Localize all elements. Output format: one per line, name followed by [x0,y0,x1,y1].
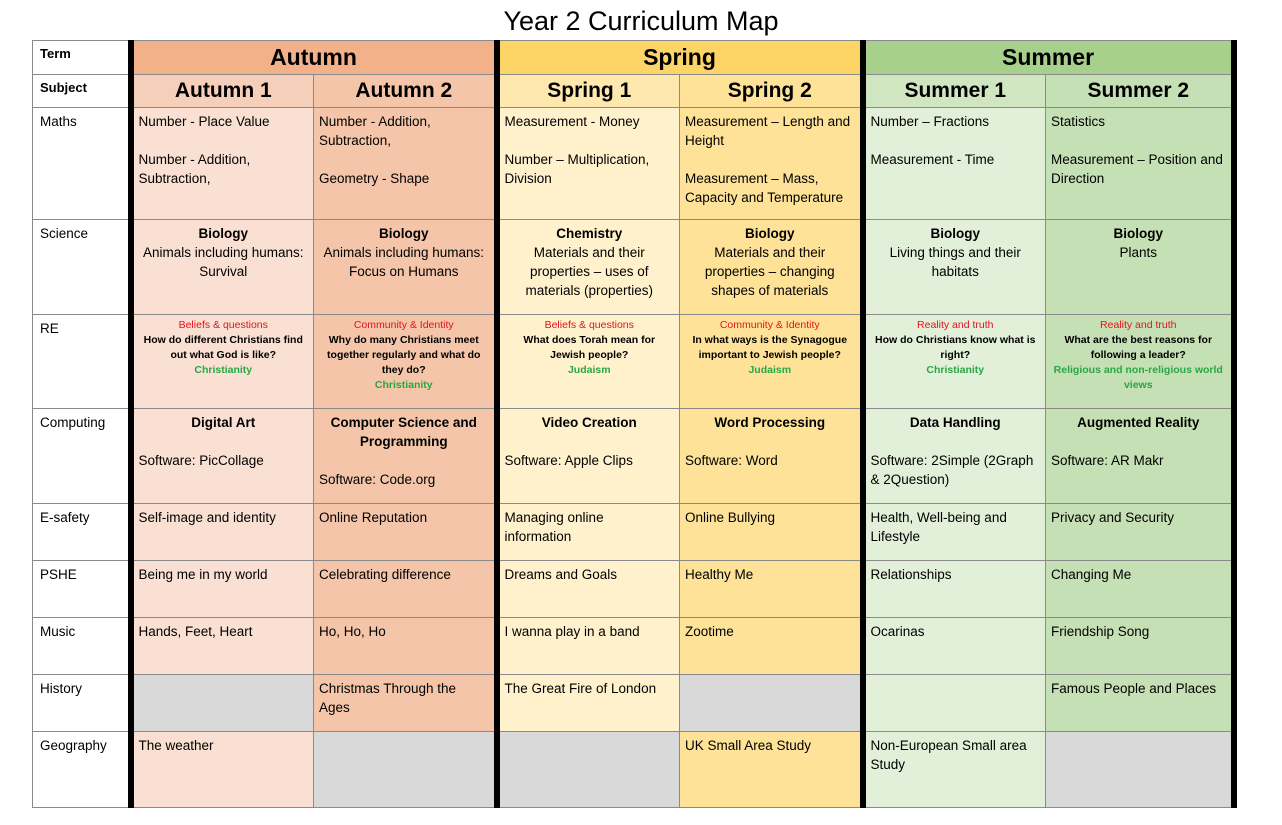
cell-pshe-autumn-2: Celebrating difference [314,561,497,618]
re-question: In what ways is the Synagogue important to Jewish people? [692,334,848,361]
re-theme: Beliefs & questions [544,319,634,331]
cell-text: Software: Code.org [319,472,436,487]
cell-geography-summer-1: Non-European Small area Study [863,732,1046,808]
half-autumn-2: Autumn 2 [314,75,497,108]
cell-science-autumn-1 [131,220,314,315]
cell-re-autumn-1 [131,315,314,409]
cell-heading: Data Handling [909,415,1001,430]
cell-pshe-spring-1: Dreams and Goals [497,561,680,618]
cell-text: Animals including humans: Focus on Humans [323,245,485,279]
cell-re-autumn-2 [314,315,497,409]
cell-computing-spring-2 [680,409,863,504]
cell-history-autumn-1 [131,675,314,732]
cell-text: Software: 2Simple (2Graph & 2Question) [870,453,1034,487]
cell-text: Software: Apple Clips [504,453,633,468]
cell-text: Measurement – Mass, Capacity and Temperature [685,171,844,205]
cell-esafety-autumn-1: Self-image and identity [131,504,314,561]
cell-maths-autumn-1 [131,108,314,220]
cell-re-spring-2 [680,315,863,409]
row-esafety [33,504,1234,561]
cell-heading: Chemistry [556,226,623,241]
cell-heading: Video Creation [541,415,637,430]
cell-text: Number – Multiplication, Division [504,152,650,186]
cell-text: Plants [1119,245,1158,260]
subject-music: Music [33,618,131,675]
row-science [33,220,1234,315]
term-summer: Summer [863,41,1234,75]
re-theme: Community & Identity [353,319,454,331]
subject-geography: Geography [33,732,131,808]
row-history [33,675,1234,732]
re-question: What does Torah mean for Jewish people? [523,334,656,361]
cell-heading: Biology [198,226,248,241]
half-summer-2: Summer 2 [1046,75,1234,108]
re-question: Why do many Christians meet together regularly and what do they do? [327,334,481,376]
subject-pshe: PSHE [33,561,131,618]
re-theme: Reality and truth [1100,319,1177,331]
cell-science-summer-2 [1046,220,1234,315]
cell-esafety-summer-2: Privacy and Security [1046,504,1234,561]
cell-history-spring-1: The Great Fire of London [497,675,680,732]
cell-esafety-autumn-2: Online Reputation [314,504,497,561]
subject-label: Subject [33,75,131,108]
re-religion: Christianity [194,364,253,376]
cell-pshe-summer-1: Relationships [863,561,1046,618]
subject-computing: Computing [33,409,131,504]
cell-science-summer-1 [863,220,1046,315]
cell-music-summer-1: Ocarinas [863,618,1046,675]
cell-science-autumn-2 [314,220,497,315]
cell-science-spring-2 [680,220,863,315]
cell-text: Software: PicCollage [138,453,264,468]
subject-esafety: E-safety [33,504,131,561]
cell-text: Measurement - Money [504,114,640,129]
re-religion: Christianity [926,364,985,376]
cell-heading: Augmented Reality [1077,415,1200,430]
re-question: How do different Christians find out what God is like? [143,334,303,361]
cell-pshe-autumn-1: Being me in my world [131,561,314,618]
cell-geography-spring-2: UK Small Area Study [680,732,863,808]
term-autumn: Autumn [131,41,497,75]
re-theme: Beliefs & questions [178,319,268,331]
row-geography [33,732,1234,808]
term-header-row [33,41,1234,75]
cell-geography-summer-2 [1046,732,1234,808]
cell-maths-spring-2 [680,108,863,220]
re-question: How do Christians know what is right? [875,334,1036,361]
row-re [33,315,1234,409]
cell-text: Number - Addition, Subtraction, [319,114,431,148]
cell-geography-autumn-2 [314,732,497,808]
cell-text: Number - Addition, Subtraction, [138,152,251,186]
cell-music-spring-2: Zootime [680,618,863,675]
subject-history: History [33,675,131,732]
cell-heading: Digital Art [191,415,256,430]
re-theme: Reality and truth [917,319,994,331]
cell-history-summer-1 [863,675,1046,732]
re-religion: Judaism [748,364,792,376]
cell-heading: Biology [745,226,795,241]
cell-text: Number – Fractions [870,114,990,129]
cell-text: Animals including humans: Survival [142,245,304,279]
cell-music-autumn-2: Ho, Ho, Ho [314,618,497,675]
row-maths [33,108,1234,220]
cell-science-spring-1 [497,220,680,315]
cell-heading: Word Processing [714,415,826,430]
subject-maths: Maths [33,108,131,220]
cell-re-spring-1 [497,315,680,409]
cell-text: Living things and their habitats [889,245,1021,279]
row-pshe [33,561,1234,618]
cell-history-spring-2 [680,675,863,732]
cell-computing-autumn-1 [131,409,314,504]
cell-geography-spring-1 [497,732,680,808]
row-computing [33,409,1234,504]
half-spring-1: Spring 1 [497,75,680,108]
cell-computing-summer-1 [863,409,1046,504]
cell-text: Software: Word [685,453,778,468]
cell-re-summer-2 [1046,315,1234,409]
cell-computing-autumn-2 [314,409,497,504]
cell-esafety-spring-2: Online Bullying [680,504,863,561]
cell-pshe-summer-2: Changing Me [1046,561,1234,618]
cell-history-summer-2: Famous People and Places [1046,675,1234,732]
cell-text: Software: AR Makr [1051,453,1164,468]
cell-esafety-summer-1: Health, Well-being and Lifestyle [863,504,1046,561]
re-theme: Community & Identity [719,319,820,331]
cell-re-summer-1 [863,315,1046,409]
cell-geography-autumn-1: The weather [131,732,314,808]
cell-text: Statistics [1051,114,1106,129]
cell-maths-summer-2 [1046,108,1234,220]
cell-computing-spring-1 [497,409,680,504]
cell-heading: Biology [379,226,429,241]
term-spring: Spring [497,41,863,75]
cell-music-autumn-1: Hands, Feet, Heart [131,618,314,675]
page-title: Year 2 Curriculum Map [503,6,779,36]
re-question: What are the best reasons for following a leader? [1064,334,1213,361]
half-autumn-1: Autumn 1 [131,75,314,108]
term-label: Term [33,41,131,75]
re-religion: Religious and non-religious world views [1053,364,1223,391]
cell-text: Geometry - Shape [319,171,430,186]
curriculum-table [32,40,1237,808]
subject-science: Science [33,220,131,315]
cell-esafety-spring-1: Managing online information [497,504,680,561]
cell-history-autumn-2: Christmas Through the Ages [314,675,497,732]
half-spring-2: Spring 2 [680,75,863,108]
cell-heading: Computer Science and Programming [330,415,477,449]
cell-music-summer-2: Friendship Song [1046,618,1234,675]
cell-music-spring-1: I wanna play in a band [497,618,680,675]
cell-maths-spring-1 [497,108,680,220]
cell-text: Measurement – Length and Height [685,114,851,148]
cell-text: Materials and their properties – changing shapes of materials [704,245,835,298]
cell-heading: Biology [930,226,980,241]
subject-re: RE [33,315,131,409]
cell-maths-autumn-2 [314,108,497,220]
row-music [33,618,1234,675]
cell-text: Measurement – Position and Direction [1051,152,1223,186]
cell-heading: Biology [1113,226,1163,241]
cell-text: Materials and their properties – uses of materials (properties) [525,245,654,298]
half-summer-1: Summer 1 [863,75,1046,108]
re-religion: Judaism [567,364,611,376]
cell-text: Number - Place Value [138,114,270,129]
cell-pshe-spring-2: Healthy Me [680,561,863,618]
half-term-header-row [33,75,1234,108]
re-religion: Christianity [374,379,433,391]
cell-computing-summer-2 [1046,409,1234,504]
cell-text: Measurement - Time [870,152,995,167]
cell-maths-summer-1 [863,108,1046,220]
